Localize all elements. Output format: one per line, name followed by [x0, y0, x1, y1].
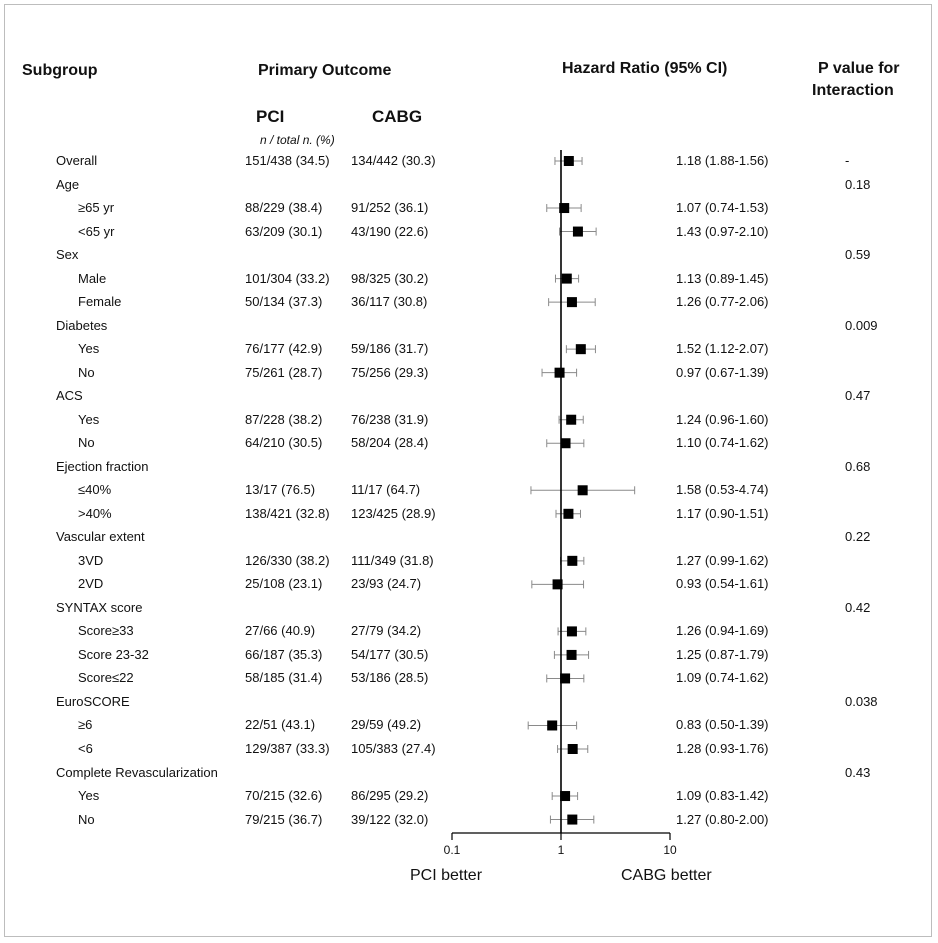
subgroup-label: Yes	[78, 788, 100, 804]
subgroup-category-label: ACS	[56, 388, 83, 404]
hazard-ratio-marker	[568, 744, 578, 754]
pci-events: 88/229 (38.4)	[245, 200, 323, 216]
subgroup-label: Overall	[56, 153, 98, 168]
p-interaction-value: 0.009	[845, 317, 878, 333]
hazard-ratio-marker	[561, 438, 571, 448]
subgroup-category-label: EuroSCORE	[56, 693, 130, 709]
pci-events: 50/134 (37.3)	[245, 294, 323, 310]
subgroup-category-label: Complete Revascularization	[56, 764, 218, 780]
cabg-events: 29/59 (49.2)	[351, 717, 422, 733]
subgroup-label: Male	[78, 270, 107, 286]
subgroup-label: <65 yr	[78, 223, 115, 239]
subgroup-label: ≥6	[78, 717, 93, 733]
pci-events: 13/17 (76.5)	[245, 482, 316, 498]
hazard-ratio-marker	[567, 297, 577, 307]
hazard-ratio-marker	[567, 626, 577, 636]
pci-events: 87/228 (38.2)	[245, 411, 323, 427]
cabg-events: 76/238 (31.9)	[351, 411, 429, 427]
p-interaction-value: 0.59	[845, 247, 871, 263]
cabg-events: 11/17 (64.7)	[351, 482, 421, 498]
hazard-ratio-text: 1.09 (0.83-1.42)	[676, 788, 769, 804]
subgroup-category-label: Age	[56, 176, 80, 192]
pci-better-label: PCI better	[410, 867, 483, 884]
subgroup-label: Female	[78, 294, 122, 310]
hazard-ratio-text: 0.93 (0.54-1.61)	[676, 576, 769, 592]
hazard-ratio-text: 1.26 (0.77-2.06)	[676, 294, 769, 310]
cabg-events: 111/349 (31.8)	[351, 552, 434, 568]
pci-events: 22/51 (43.1)	[245, 717, 316, 733]
cabg-better-label: CABG better	[621, 867, 712, 884]
hazard-ratio-marker	[562, 274, 572, 284]
hazard-ratio-text: 1.27 (0.80-2.00)	[676, 811, 769, 827]
cabg-events: 27/79 (34.2)	[351, 623, 422, 639]
primary-outcome-header: Primary Outcome	[258, 62, 392, 79]
pci-events: 151/438 (34.5)	[245, 153, 330, 168]
p-interaction-value: 0.47	[845, 388, 871, 404]
subgroup-label: Yes	[78, 341, 100, 357]
cabg-events: 23/93 (24.7)	[351, 576, 422, 592]
p-interaction-value: 0.68	[845, 458, 871, 474]
hazard-ratio-text: 1.26 (0.94-1.69)	[676, 623, 769, 639]
p-interaction-value: 0.18	[845, 176, 871, 192]
p-interaction-value: 0.038	[845, 693, 878, 709]
pci-events: 27/66 (40.9)	[245, 623, 316, 639]
x-tick-label: 0.1	[443, 843, 461, 857]
hazard-ratio-text: 1.24 (0.96-1.60)	[676, 411, 769, 427]
hazard-ratio-marker	[576, 344, 586, 354]
cabg-events: 36/117 (30.8)	[351, 294, 428, 310]
hazard-ratio-marker	[567, 815, 577, 825]
cabg-events: 58/204 (28.4)	[351, 435, 429, 451]
hazard-ratio-text: 1.17 (0.90-1.51)	[676, 505, 769, 521]
pci-events: 66/187 (35.3)	[245, 646, 323, 662]
p-value-header-line1: P value for	[818, 60, 900, 77]
cabg-events: 123/425 (28.9)	[351, 505, 436, 521]
cabg-events: 53/186 (28.5)	[351, 670, 429, 686]
hazard-ratio-text: 1.10 (0.74-1.62)	[676, 435, 769, 451]
subgroup-label: Score 23-32	[78, 646, 149, 662]
subgroup-category-label: Ejection fraction	[56, 458, 149, 474]
subgroup-label: ≥65 yr	[78, 200, 115, 216]
cabg-events: 75/256 (29.3)	[351, 364, 429, 380]
subgroup-label: No	[78, 364, 95, 380]
pci-events: 63/209 (30.1)	[245, 223, 323, 239]
pci-events: 75/261 (28.7)	[245, 364, 323, 380]
subgroup-category-label: Vascular extent	[56, 529, 145, 545]
hazard-ratio-text: 1.13 (0.89-1.45)	[676, 270, 769, 286]
x-tick-label: 1	[557, 843, 565, 857]
cabg-events: 54/177 (30.5)	[351, 646, 429, 662]
hazard-ratio-text: 1.28 (0.93-1.76)	[676, 741, 769, 756]
cabg-events: 134/442 (30.3)	[351, 153, 436, 168]
hazard-ratio-marker	[547, 720, 557, 730]
subgroup-label: ≤40%	[78, 482, 112, 498]
pci-events: 129/387 (33.3)	[245, 741, 330, 756]
pci-events: 64/210 (30.5)	[245, 435, 323, 451]
hazard-ratio-marker	[563, 509, 573, 519]
pci-events: 76/177 (42.9)	[245, 341, 323, 357]
subgroup-label: <6	[78, 741, 93, 756]
pci-column-header: PCI	[256, 107, 285, 126]
hazard-ratio-text: 1.27 (0.99-1.62)	[676, 552, 769, 568]
p-interaction-value: 0.43	[845, 764, 871, 780]
hazard-ratio-marker	[578, 485, 588, 495]
hazard-ratio-text: 1.58 (0.53-4.74)	[676, 482, 769, 498]
pci-events: 101/304 (33.2)	[245, 270, 330, 286]
subgroup-label: >40%	[78, 505, 112, 521]
subgroup-header: Subgroup	[22, 62, 98, 79]
p-interaction-value: 0.22	[845, 529, 871, 545]
x-tick-label: 10	[663, 843, 677, 857]
p-interaction-value: -	[845, 153, 850, 168]
cabg-events: 59/186 (31.7)	[351, 341, 429, 357]
cabg-events: 86/295 (29.2)	[351, 788, 429, 804]
hazard-ratio-header: Hazard Ratio (95% CI)	[562, 60, 728, 77]
hazard-ratio-marker	[567, 650, 577, 660]
cabg-events: 91/252 (36.1)	[351, 200, 429, 216]
p-value-header-line2: Interaction	[812, 82, 894, 99]
p-interaction-value: 0.42	[845, 599, 871, 615]
cabg-events: 43/190 (22.6)	[351, 223, 429, 239]
pci-events: 79/215 (36.7)	[245, 811, 323, 827]
subgroup-label: 2VD	[78, 576, 104, 592]
pci-events: 25/108 (23.1)	[245, 576, 323, 592]
subgroup-label: Score≤22	[78, 670, 134, 686]
cabg-events: 98/325 (30.2)	[351, 270, 429, 286]
pci-events: 138/421 (32.8)	[245, 505, 330, 521]
hazard-ratio-text: 1.25 (0.87-1.79)	[676, 646, 769, 662]
hazard-ratio-marker	[573, 227, 583, 237]
subgroup-label: Yes	[78, 411, 100, 427]
pci-events: 70/215 (32.6)	[245, 788, 323, 804]
hazard-ratio-marker	[564, 156, 574, 166]
hazard-ratio-text: 1.18 (1.88-1.56)	[676, 153, 769, 168]
cabg-events: 105/383 (27.4)	[351, 741, 436, 756]
hazard-ratio-text: 1.07 (0.74-1.53)	[676, 200, 769, 216]
subgroup-label: 3VD	[78, 552, 104, 568]
hazard-ratio-text: 0.97 (0.67-1.39)	[676, 364, 769, 380]
subgroup-category-label: Sex	[56, 247, 79, 263]
pci-events: 126/330 (38.2)	[245, 552, 330, 568]
subgroup-category-label: Diabetes	[56, 317, 108, 333]
cabg-events: 39/122 (32.0)	[351, 811, 429, 827]
n-total-note: n / total n. (%)	[260, 133, 335, 147]
subgroup-category-label: SYNTAX score	[56, 599, 143, 615]
hazard-ratio-text: 1.09 (0.74-1.62)	[676, 670, 769, 686]
cabg-column-header: CABG	[372, 107, 423, 126]
pci-events: 58/185 (31.4)	[245, 670, 323, 686]
hazard-ratio-text: 0.83 (0.50-1.39)	[676, 717, 769, 733]
hazard-ratio-text: 1.43 (0.97-2.10)	[676, 223, 769, 239]
hazard-ratio-marker	[567, 556, 577, 566]
hazard-ratio-marker	[555, 368, 565, 378]
hazard-ratio-marker	[566, 415, 576, 425]
subgroup-label: Score≥33	[78, 623, 134, 639]
subgroup-label: No	[78, 811, 95, 827]
subgroup-label: No	[78, 435, 95, 451]
hazard-ratio-text: 1.52 (1.12-2.07)	[676, 341, 769, 357]
